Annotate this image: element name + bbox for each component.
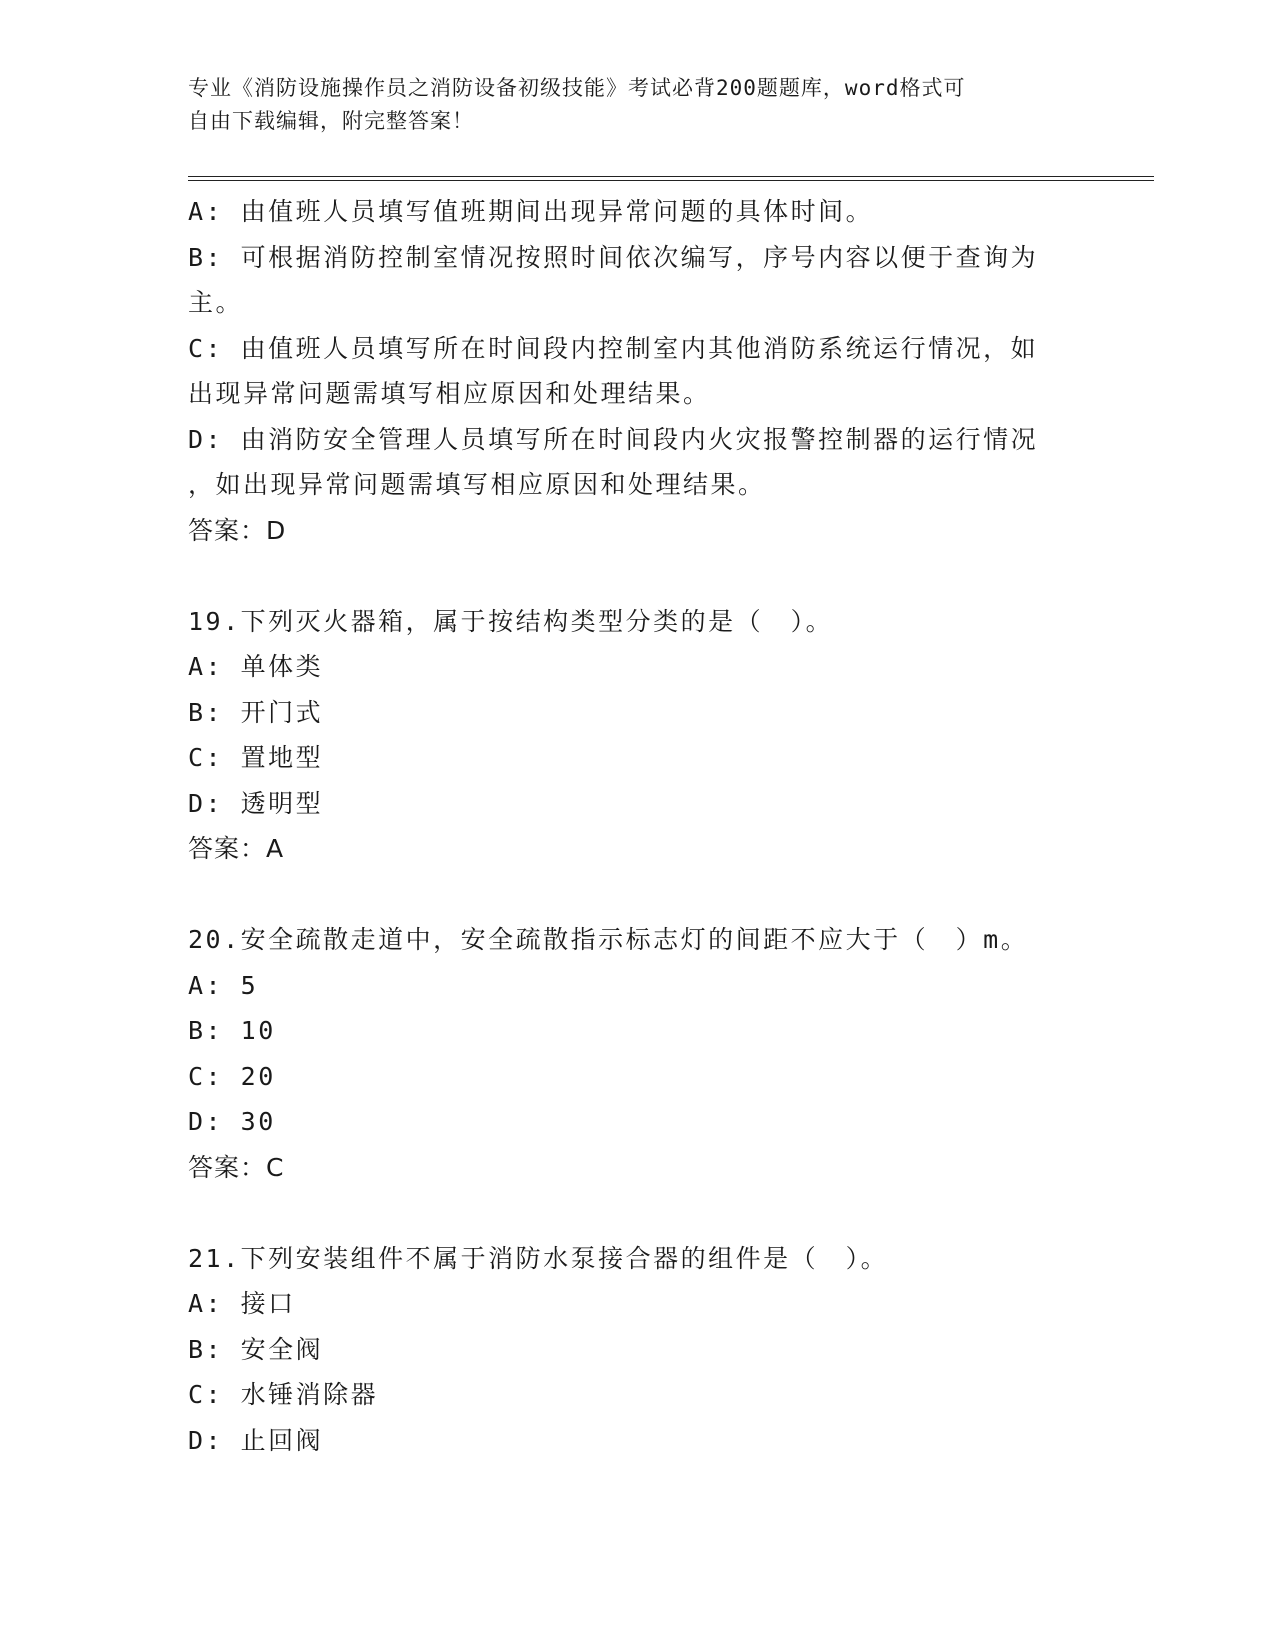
option-c-continued: 出现异常问题需填写相应原因和处理结果。 [188,379,711,408]
question-list [188,189,1088,1463]
spacer [188,872,1088,918]
option-b-continued: 主。 [188,288,244,317]
option-c: C: 置地型 [188,743,324,772]
option-b: B: 10 [188,1016,276,1045]
question-text: 21.下列安装组件不属于消防水泵接合器的组件是（ ）。 [188,1243,889,1273]
option-a: A: 单体类 [188,652,324,681]
question-text: 20.安全疏散走道中，安全疏散指示标志灯的间距不应大于（ ）m。 [188,925,1029,954]
answer-label: 答案：C [188,1152,285,1182]
spacer [188,553,1088,599]
option-d: D: 透明型 [188,788,324,818]
question-19 [188,599,1088,872]
answer-label: 答案：D [188,515,287,545]
header-line-2: 自由下载编辑，附完整答案！ [188,109,474,133]
option-d: D: 止回阀 [188,1425,324,1455]
option-b: B: 安全阀 [188,1334,324,1364]
option-d: D: 由消防安全管理人员填写所在时间段内火灾报警控制器的运行情况 [188,424,1039,454]
question-text: 19.下列灭火器箱，属于按结构类型分类的是（ ）。 [188,606,834,636]
answer-label: 答案：A [188,834,285,863]
option-c: C: 20 [188,1061,276,1091]
option-a: A: 接口 [188,1289,296,1318]
option-b: B: 开门式 [188,697,324,727]
option-a: A: 5 [188,970,259,1000]
header-divider [188,176,1154,181]
option-d-continued: ，如出现异常问题需填写相应原因和处理结果。 [188,470,766,499]
spacer [188,1190,1088,1236]
option-a: A: 由值班人员填写值班期间出现异常问题的具体时间。 [188,197,874,226]
question-20 [188,917,1088,1190]
question-18-continued [188,189,1088,553]
option-d: D: 30 [188,1107,276,1136]
option-b: B: 可根据消防控制室情况按照时间依次编写，序号内容以便于查询为 [188,242,1039,272]
option-c: C: 由值班人员填写所在时间段内控制室内其他消防系统运行情况，如 [188,333,1039,363]
header-line-1: 专业《消防设施操作员之消防设备初级技能》考试必背200题题库，word格式可 [188,76,966,100]
option-c: C: 水锤消除器 [188,1380,379,1409]
document-header [188,72,1088,138]
question-21 [188,1236,1088,1464]
